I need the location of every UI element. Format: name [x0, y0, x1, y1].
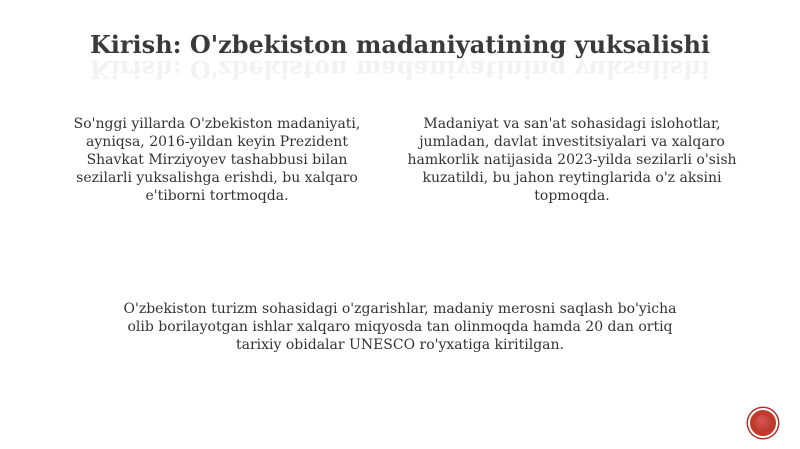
- title-reflection: Kirish: O'zbekiston madaniyatining yuksalishi: [89, 55, 711, 84]
- paragraph-tourism-heritage: O'zbekiston turizm sohasidagi o'zgarishlar, madaniy merosni saqlash bo'yicha olib borilayotgan ishlar xalqaro miqyosda tan olinmoqda hamda 20 dan ortiq tarixiy obidalar UNESCO ro'yxatiga kiritilgan.: [123, 301, 677, 353]
- slide-title: Kirish: O'zbekiston madaniyatining yuksalishi: [89, 30, 711, 59]
- circle-nav-icon[interactable]: [748, 408, 778, 438]
- paragraph-reforms: Madaniyat va san'at sohasidagi islohotlar, jumladan, davlat investitsiyalari va xalqaro hamkorlik natijasida 2023-yilda sezilarli o'sish kuzatildi, bu jahon reytinglarida o'z aksini topmoqda.: [407, 116, 737, 204]
- paragraph-culture-growth: So'nggi yillarda O'zbekiston madaniyati, ayniqsa, 2016-yildan keyin Prezident Shavkat Mirziyoyev tashabbusi bilan sezilarli yuksalishga erishdi, bu xalqaro e'tiborni tortmoqda.: [73, 116, 361, 204]
